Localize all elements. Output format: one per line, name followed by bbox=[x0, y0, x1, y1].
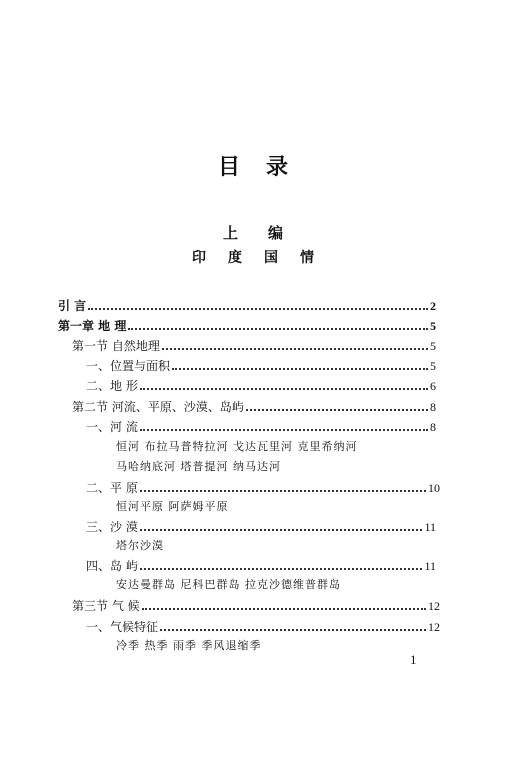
toc-entry-intro bbox=[58, 298, 436, 314]
toc-label: 第二节 河流、平原、沙漠、岛屿 bbox=[72, 400, 244, 414]
toc-page-number: 6 bbox=[430, 379, 436, 393]
toc-entry-section-1-1 bbox=[86, 358, 436, 374]
toc-label: 一、位置与面积 bbox=[86, 359, 171, 373]
toc-entry-section-2-4 bbox=[86, 558, 436, 574]
toc-entry-section-3-1 bbox=[86, 619, 440, 635]
toc-page-number: 11 bbox=[424, 520, 436, 534]
toc-entry-section-2 bbox=[72, 399, 436, 415]
toc-label: 第三节 气 候 bbox=[72, 599, 140, 613]
toc-label: 二、地 形 bbox=[86, 379, 138, 393]
toc-page-number: 10 bbox=[428, 481, 440, 495]
toc-label: 三、沙 漠 bbox=[86, 520, 138, 534]
leader-dots bbox=[140, 490, 426, 492]
toc-entry-section-2-3 bbox=[86, 519, 436, 535]
toc-subitems: 恒河 布拉马普特拉河 戈达瓦里河 克里希纳河 bbox=[116, 440, 358, 453]
leader-dots bbox=[162, 348, 428, 350]
toc-page-number: 8 bbox=[430, 420, 436, 434]
toc-label: 引 言 bbox=[58, 299, 87, 313]
toc-page-number: 2 bbox=[430, 299, 436, 313]
toc-subitems: 马哈纳底河 塔普提河 纳马达河 bbox=[116, 460, 281, 473]
toc-page-number: 5 bbox=[430, 319, 436, 333]
toc-label: 四、岛 屿 bbox=[86, 559, 138, 573]
toc-page-number: 8 bbox=[430, 400, 436, 414]
toc-label: 第一章 地 理 bbox=[58, 319, 127, 333]
toc-page-number: 5 bbox=[430, 359, 436, 373]
leader-dots bbox=[140, 568, 423, 570]
toc-label: 二、平 原 bbox=[86, 481, 138, 495]
leader-dots bbox=[128, 328, 428, 330]
toc-entry-section-1 bbox=[72, 338, 436, 354]
leader-dots bbox=[140, 388, 428, 390]
toc-entry-chapter-1 bbox=[58, 318, 436, 334]
toc-page-number: 12 bbox=[428, 599, 440, 613]
leader-dots bbox=[142, 608, 426, 610]
toc-entry-section-3 bbox=[72, 598, 440, 614]
toc-page-number: 5 bbox=[430, 339, 436, 353]
toc-subitems: 安达曼群岛 尼科巴群岛 拉克沙德维普群岛 bbox=[116, 578, 341, 591]
toc-page-number: 12 bbox=[428, 620, 440, 634]
page-number: 1 bbox=[410, 652, 417, 667]
toc-page-number: 11 bbox=[424, 559, 436, 573]
leader-dots bbox=[140, 429, 428, 431]
toc-entry-section-1-2 bbox=[86, 378, 436, 394]
toc-entry-section-2-1 bbox=[86, 419, 436, 435]
toc-label: 一、河 流 bbox=[86, 420, 138, 434]
leader-dots bbox=[88, 308, 428, 310]
toc-label: 第一节 自然地理 bbox=[72, 339, 160, 353]
leader-dots bbox=[140, 529, 423, 531]
toc-subitems: 恒河平原 阿萨姆平原 bbox=[116, 500, 229, 513]
part-subtitle: 印度国情 bbox=[192, 250, 336, 266]
toc-label: 一、气候特征 bbox=[86, 620, 159, 634]
leader-dots bbox=[160, 629, 426, 631]
part-heading: 上编 bbox=[222, 224, 313, 242]
page-title: 目录 bbox=[217, 155, 314, 180]
leader-dots bbox=[246, 409, 428, 411]
toc-subitems: 冷季 热季 雨季 季风退缩季 bbox=[116, 639, 262, 652]
toc-entry-section-2-2 bbox=[86, 480, 440, 496]
leader-dots bbox=[172, 368, 428, 370]
toc-subitems: 塔尔沙漠 bbox=[116, 539, 164, 552]
